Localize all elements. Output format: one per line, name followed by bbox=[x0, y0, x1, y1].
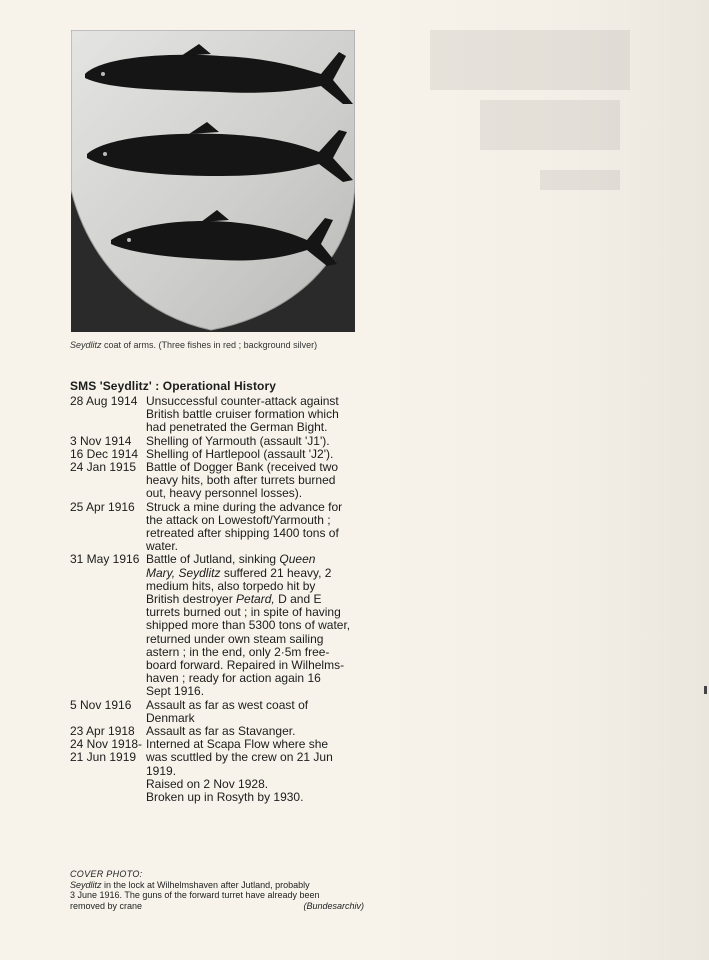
entry-date: 24 Jan 1915 bbox=[70, 460, 137, 475]
entry-line: the attack on Lowestoft/Yarmouth ; bbox=[146, 512, 331, 527]
entry-line: out, heavy personnel losses). bbox=[146, 486, 303, 501]
operational-history bbox=[70, 379, 360, 804]
entry-line: Shelling of Yarmouth (assault 'J1'). bbox=[146, 433, 330, 448]
entry-line: Raised on 2 Nov 1928. bbox=[146, 776, 269, 791]
entry-date: 3 Nov 1914 bbox=[70, 433, 132, 448]
history-entry bbox=[70, 395, 360, 435]
ship-name: Mary, Seydlitz bbox=[146, 565, 221, 580]
history-entry bbox=[70, 553, 360, 698]
history-entry bbox=[70, 501, 360, 554]
ship-name: Seydlitz bbox=[70, 879, 102, 890]
entry-fragment: D and E bbox=[278, 592, 322, 607]
history-entry bbox=[70, 461, 360, 501]
caption-text: coat of arms. (Three fishes in red ; background silver) bbox=[101, 340, 318, 350]
entry-line: water. bbox=[146, 539, 179, 554]
entry-line: returned under own steam sailing bbox=[146, 631, 324, 646]
entry-line: retreated after shipping 1400 tons of bbox=[146, 526, 339, 541]
entry-line: Sept 1916. bbox=[146, 684, 205, 699]
cover-line: 3 June 1916. The guns of the forward turret have already been bbox=[70, 890, 320, 900]
entry-line: heavy hits, both after turrets burned bbox=[146, 473, 336, 488]
entry-line: British battle cruiser formation which bbox=[146, 407, 339, 422]
entry-date: 23 Apr 1918 bbox=[70, 724, 135, 739]
entry-text bbox=[146, 751, 356, 804]
entry-line: Struck a mine during the advance for bbox=[146, 499, 343, 514]
entry-date: 24 Nov 1918- bbox=[70, 737, 143, 752]
entry-fragment: suffered 21 heavy, 2 bbox=[223, 565, 332, 580]
coat-of-arms-image bbox=[71, 30, 355, 332]
cover-photo-note bbox=[70, 869, 364, 911]
ship-name: Queen bbox=[279, 552, 316, 567]
entry-line: Denmark bbox=[146, 710, 195, 725]
cover-line bbox=[70, 880, 364, 891]
cover-photo-title: COVER PHOTO: bbox=[70, 869, 143, 879]
history-entry bbox=[70, 435, 360, 448]
history-entry bbox=[70, 751, 360, 804]
entry-text bbox=[146, 501, 356, 554]
entry-line: was scuttled by the crew on 21 Jun bbox=[146, 750, 333, 765]
entry-date: 21 Jun 1919 bbox=[70, 750, 137, 765]
entry-line: Interned at Scapa Flow where she bbox=[146, 737, 329, 752]
entry-text bbox=[146, 699, 356, 725]
edge-mark bbox=[704, 686, 707, 694]
entry-line bbox=[146, 567, 356, 580]
entry-text bbox=[146, 461, 356, 501]
entry-line: haven ; ready for action again 16 bbox=[146, 671, 321, 686]
entry-line: astern ; in the end, only 2·5m free- bbox=[146, 644, 330, 659]
history-entry bbox=[70, 699, 360, 725]
entry-text bbox=[146, 395, 356, 435]
entry-text bbox=[146, 435, 356, 448]
bleed-through-ghost bbox=[420, 20, 640, 220]
entry-line: board forward. Repaired in Wilhelms- bbox=[146, 658, 345, 673]
entry-line: turrets burned out ; in spite of having bbox=[146, 605, 341, 620]
entry-fragment: British destroyer bbox=[146, 592, 233, 607]
caption-ship-name: Seydlitz bbox=[70, 340, 102, 350]
entry-line: Battle of Dogger Bank (received two bbox=[146, 460, 339, 475]
entry-date: 28 Aug 1914 bbox=[70, 394, 138, 408]
entry-line: shipped more than 5300 tons of water, bbox=[146, 618, 351, 633]
entry-line: had penetrated the German Bight. bbox=[146, 420, 328, 435]
history-title: SMS 'Seydlitz' : Operational History bbox=[70, 379, 277, 393]
entry-line: Broken up in Rosyth by 1930. bbox=[146, 790, 304, 805]
cover-fragment: in the lock at Wilhelmshaven after Jutland, probably bbox=[101, 879, 310, 890]
entry-line: Assault as far as west coast of bbox=[146, 697, 309, 712]
entry-date: 16 Dec 1914 bbox=[70, 446, 139, 461]
ship-name: Petard, bbox=[236, 592, 275, 607]
entry-line: Assault as far as Stavanger. bbox=[146, 724, 296, 739]
image-caption bbox=[70, 340, 370, 350]
entry-line: Shelling of Hartlepool (assault 'J2'). bbox=[146, 446, 334, 461]
entry-line: medium hits, also torpedo hit by bbox=[146, 578, 316, 593]
entry-line: 1919. bbox=[146, 763, 177, 778]
cover-line bbox=[70, 901, 364, 912]
entry-date: 5 Nov 1916 bbox=[70, 697, 132, 712]
entry-text bbox=[146, 553, 356, 698]
entry-date: 31 May 1916 bbox=[70, 552, 140, 567]
photo-credit: (Bundesarchiv) bbox=[303, 900, 364, 911]
entry-date: 25 Apr 1916 bbox=[70, 499, 135, 514]
cover-fragment: removed by crane bbox=[70, 900, 143, 911]
entry-fragment: Battle of Jutland, sinking bbox=[146, 552, 277, 567]
entry-line: Unsuccessful counter-attack against bbox=[146, 394, 339, 408]
